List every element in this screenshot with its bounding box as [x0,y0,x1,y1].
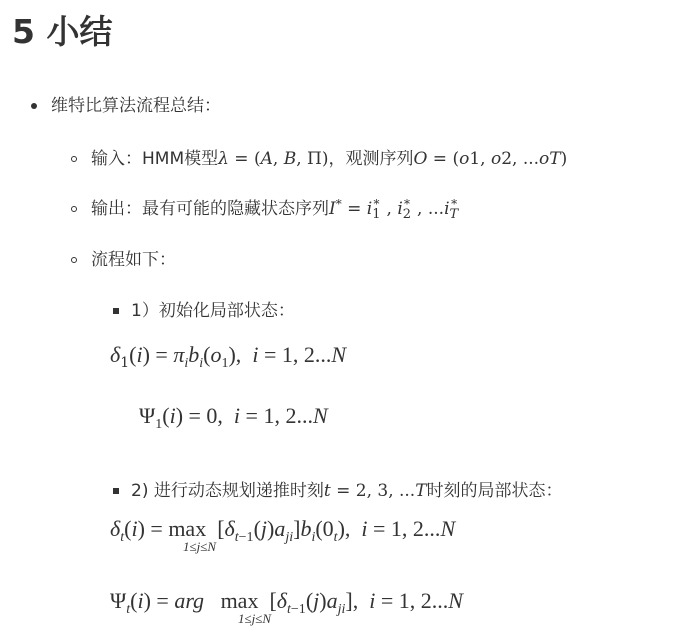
summary-label: 维特比算法流程总结： [51,96,221,116]
bullet-disc [31,103,37,109]
step2-label-after: 时刻的局部状态： [426,481,563,501]
step1-psi-formula: $\Psi_1(i) = 0$, i = 1, 2...N [139,403,328,432]
output-line: 输出：最有可能的隐藏状态序列$I^* = i_1^*$ , $i_2^*$ , $...i_T^*$ [91,197,459,222]
step2-psi-max-range: 1≤j≤N [238,611,272,626]
step2-psi-formula: $\Psi_t(i)$ = arg $\max [\delta_{t-1}(j)a_{ji}]$, i = 1, 2...N [110,588,463,617]
bullet-circle [71,206,77,212]
step1-delta-formula: $\delta_1(i) = \pi_ib_i(o_1)$, i = 1, 2...N [110,342,347,371]
input-obs-math: O [413,149,428,169]
section-heading: 5 小结 [12,12,113,51]
output-label: 输出：最有可能的隐藏状态序列 [91,199,329,219]
step2-delta-max-range: 1≤j≤N [183,539,217,554]
step2-label: 2) 进行动态规划递推时刻t = 2, 3, ...T时刻的局部状态： [131,481,563,501]
bullet-circle [71,156,77,162]
output-math: I [329,199,336,219]
input-line: 输入：HMM模型λ = (A, B, Π)，观测序列O = (o1, o2, ...oT) [91,149,568,169]
bullet-circle [71,257,77,263]
input-label: 输入：HMM模型 [91,149,219,169]
step2-delta-formula: $\delta_t(i) = \max [\delta_{t-1}(j)a_{ji}]b_i(0_t)$, i = 1, 2...N [110,516,456,545]
input-model-math: λ [218,149,229,169]
input-sep: ，观测序列 [328,149,414,169]
step2-label-before: 2) 进行动态规划递推时刻 [131,481,324,501]
bullet-square [113,488,119,494]
step1-label: 1）初始化局部状态： [131,301,295,321]
bullet-square [113,308,119,314]
process-label: 流程如下： [91,250,176,270]
